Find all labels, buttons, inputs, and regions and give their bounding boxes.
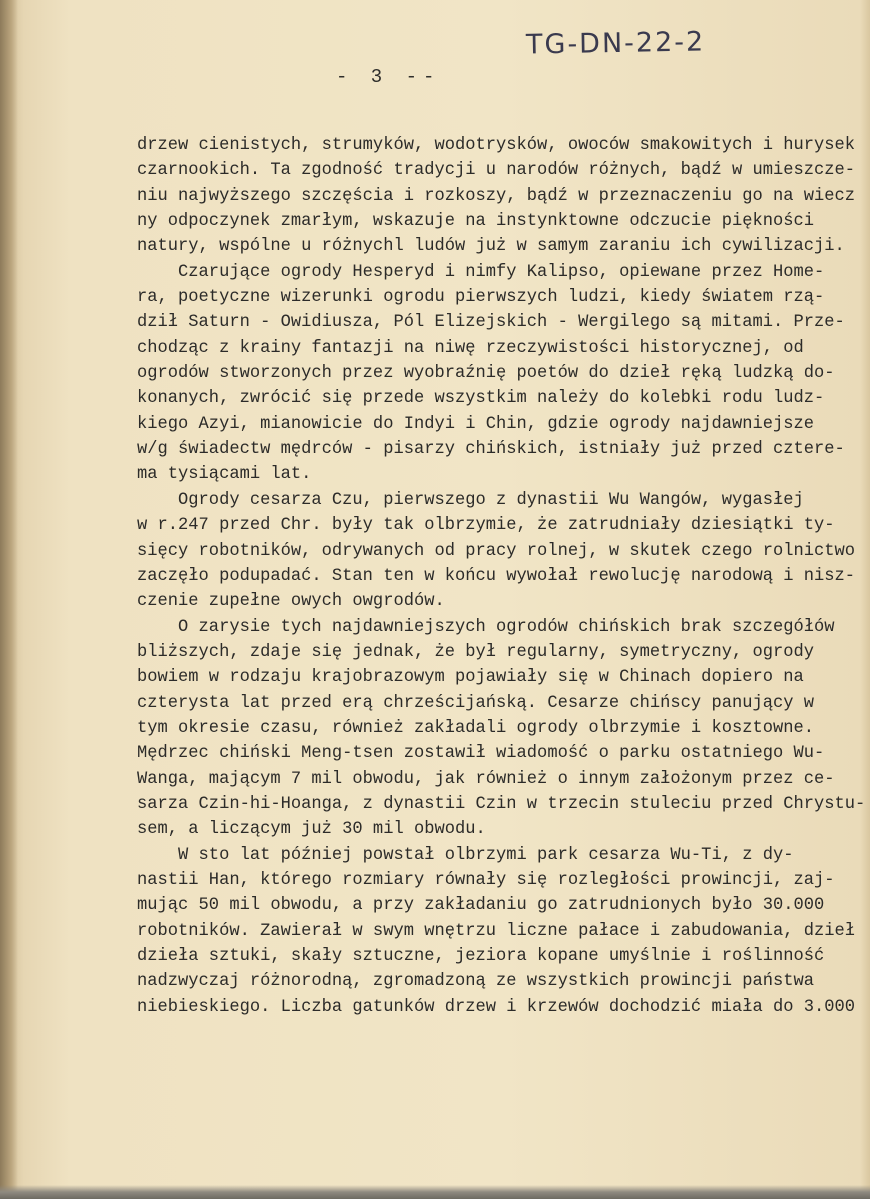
text-line: ra, poetyczne wizerunki ogrodu pierwszych ludzi, kiedy światem rzą- (137, 288, 825, 308)
handwritten-reference-code: TG-DN-22-2 (525, 26, 706, 61)
text-line: czarnookich. Ta zgodność tradycji u narodów różnych, bądź w umieszcze- (137, 161, 856, 181)
text-line: nastii Han, którego rozmiary równały się rozległości prowincji, zaj- (137, 870, 835, 890)
text-line: natury, wspólne u różnychl ludów już w samym zaraniu ich cywilizacji. (137, 237, 845, 257)
text-line: Wanga, mającym 7 mil obwodu, jak również o innym założonym przez ce- (137, 769, 835, 789)
text-line: kiego Azyi, mianowicie do Indyi i Chin, gdzie ogrody najdawniejsze (137, 414, 815, 434)
text-line: robotników. Zawierał w swym wnętrzu liczne pałace i zabudowania, dzieł (137, 921, 856, 941)
text-line: zaczęło podupadać. Stan ten w końcu wywołał rewolucję narodową i nisz- (137, 566, 856, 586)
text-line: tym okresie czasu, również zakładali ogrody olbrzymie i kosztowne. (137, 718, 815, 738)
text-line: czterysta lat przed erą chrześcijańską. Cesarze chińscy panujący w (137, 693, 815, 713)
text-line: sięcy robotników, odrywanych od pracy rolnej, w skutek czego rolnictwo (137, 541, 856, 561)
text-line: W sto lat później powstał olbrzymi park cesarza Wu-Ti, z dy- (137, 845, 794, 865)
text-line: dzieła sztuki, skały sztuczne, jeziora kopane umyślnie i roślinność (137, 947, 825, 966)
text-line: drzew cienistych, strumyków, wodotrysków, owoców smakowitych i hurysek (137, 136, 856, 155)
text-line: w r.247 przed Chr. były tak olbrzymie, że zatrudniały dziesiątki ty- (137, 516, 835, 536)
text-line: sarza Czin-hi-Hoanga, z dynastii Czin w trzecin stuleciu przed Chrystu- (137, 794, 866, 814)
text-line: mując 50 mil obwodu, a przy zakładaniu go zatrudnionych było 30.000 (137, 896, 825, 916)
text-line: dził Saturn - Owidiusza, Pól Elizejskich - Wergilego są mitami. Prze- (137, 313, 845, 333)
text-line: Ogrody cesarza Czu, pierwszego z dynastii Wu Wangów, wygasłej (137, 490, 804, 510)
text-line: nadzwyczaj różnorodną, zgromadzoną ze wszystkich prowincji państwa (137, 972, 815, 992)
text-line: Czarujące ogrody Hesperyd i nimfy Kalipso, opiewane przez Home- (137, 262, 825, 282)
text-line: chodząc z krainy fantazji na niwę rzeczywistości historycznej, od (137, 338, 804, 358)
text-line: w/g świadectw mędrców - pisarzy chińskich, istniały już przed cztere- (137, 440, 845, 460)
text-line: konanych, zwrócić się przede wszystkim należy do kolebki rodu ludz- (137, 389, 825, 409)
text-line: czenie zupełne owych owgrodów. (137, 592, 445, 612)
text-line: ma tysiącami lat. (137, 465, 312, 485)
text-line: ogrodów stworzonych przez wyobraźnię poetów do dzieł ręką ludzką do- (137, 364, 835, 384)
text-line: Mędrzec chiński Meng-tsen zostawił wiadomość o parku ostatniego Wu- (137, 744, 825, 764)
page-number: - 3 -- (336, 66, 441, 88)
text-line: niu najwyższego szczęścia i rozkoszy, bądź w przeznaczeniu go na wiecz (137, 186, 856, 206)
text-line: ny odpoczynek zmarłym, wskazuje na instynktowne odczucie piękności (137, 212, 815, 232)
body-text (137, 133, 870, 1020)
text-line: niebieskiego. Liczba gatunków drzew i krzewów dochodzić miała do 3.000 (137, 997, 856, 1017)
text-line: bliższych, zdaje się jednak, że był regularny, symetryczny, ogrody (137, 642, 815, 662)
text-line: O zarysie tych najdawniejszych ogrodów chińskich brak szczegółów (137, 617, 835, 637)
text-line: sem, a liczącym już 30 mil obwodu. (137, 820, 486, 840)
text-line: bowiem w rodzaju krajobrazowym pojawiały się w Chinach dopiero na (137, 668, 804, 688)
